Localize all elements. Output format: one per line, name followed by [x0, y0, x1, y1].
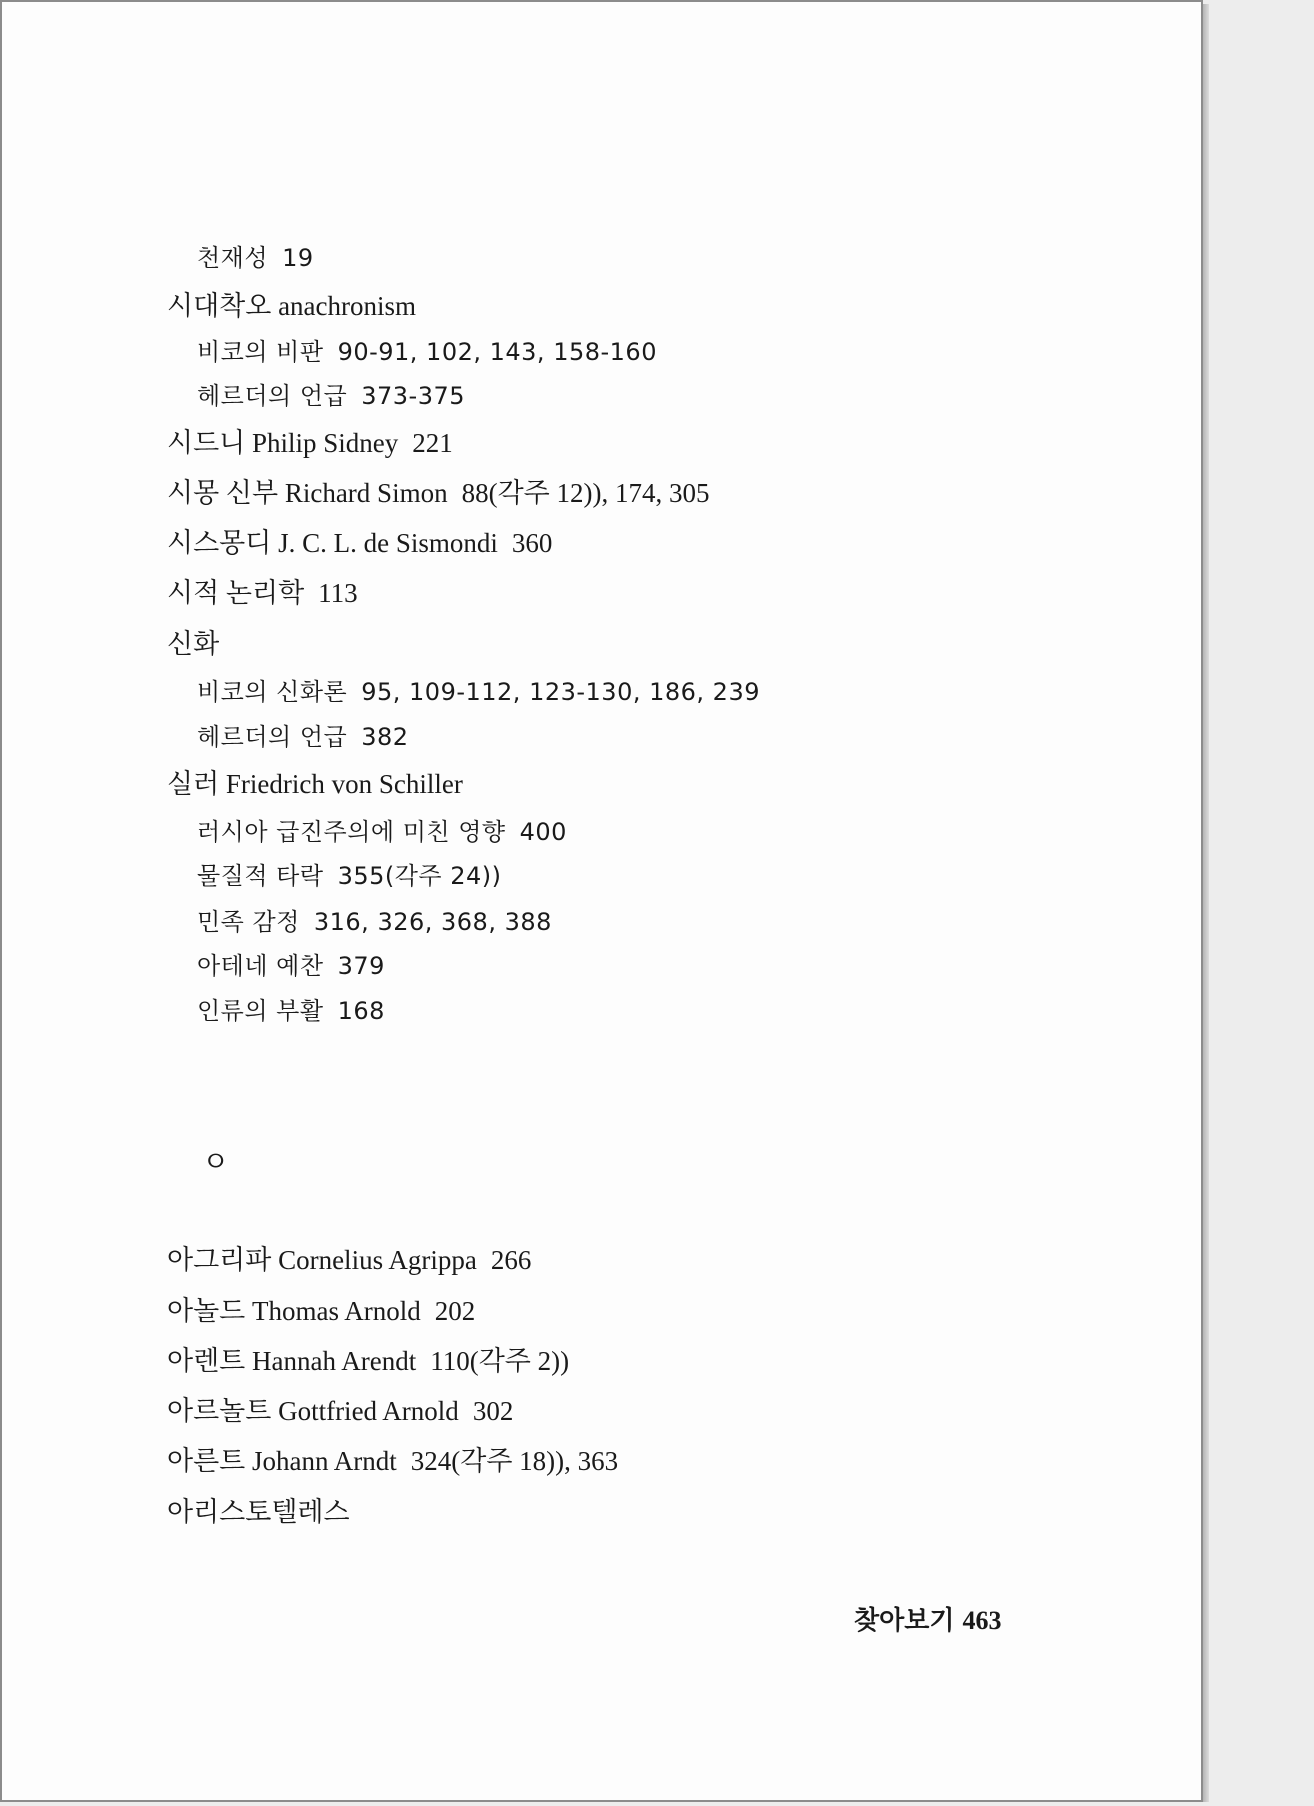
index-term: 아놀드 Thomas Arnold [167, 1296, 421, 1326]
page-number: 463 [962, 1606, 1002, 1635]
index-pages: 360 [511, 528, 553, 558]
index-entry [197, 902, 552, 937]
index-term: 시적 논리학 [167, 578, 305, 608]
index-entry [197, 376, 465, 411]
index-entry [197, 856, 502, 891]
index-pages: 19 [282, 244, 314, 272]
index-entry [197, 946, 385, 981]
index-entry [197, 238, 314, 273]
index-entry [167, 1490, 364, 1529]
index-entry [167, 1238, 531, 1277]
index-term: 인류의 부활 [197, 997, 324, 1025]
index-term: 아른트 Johann Arndt [167, 1446, 397, 1476]
index-pages: 355(각주 24)) [337, 862, 502, 890]
index-term: 물질적 타락 [197, 862, 324, 890]
index-entry [167, 1339, 569, 1378]
index-term: 아르놀트 Gottfried Arnold [167, 1396, 459, 1426]
index-pages: 316, 326, 368, 388 [313, 908, 552, 936]
index-entry [167, 421, 453, 460]
index-pages: 400 [519, 818, 567, 846]
index-entry [167, 284, 430, 323]
index-term: 아테네 예찬 [197, 952, 324, 980]
index-pages: 382 [361, 723, 409, 751]
index-pages: 110(각주 2)) [430, 1346, 570, 1376]
index-pages: 113 [318, 578, 358, 608]
index-pages: 302 [472, 1396, 514, 1426]
index-pages: 90-91, 102, 143, 158-160 [337, 338, 657, 366]
index-entry [167, 622, 233, 661]
index-term: 시스몽디 J. C. L. de Sismondi [167, 528, 498, 558]
index-entry [167, 521, 552, 560]
index-entry [197, 717, 409, 752]
index-term: 비코의 신화론 [197, 678, 348, 706]
index-pages: 324(각주 18)), 363 [410, 1446, 619, 1476]
index-pages: 95, 109-112, 123-130, 186, 239 [361, 678, 760, 706]
index-term: 헤르더의 언급 [197, 382, 348, 410]
index-term: 민족 감정 [197, 908, 300, 936]
index-entry [167, 762, 477, 801]
index-term: 시대착오 anachronism [167, 291, 417, 321]
index-term: 비코의 비판 [197, 338, 324, 366]
index-term: 아렌트 Hannah Arendt [167, 1346, 417, 1376]
index-pages: 168 [337, 997, 385, 1025]
index-term: 헤르더의 언급 [197, 723, 348, 751]
index-term: 실러 Friedrich von Schiller [167, 769, 463, 799]
index-pages: 379 [337, 952, 385, 980]
index-entry [197, 812, 567, 847]
index-pages: 202 [434, 1296, 476, 1326]
index-term: 신화 [167, 629, 220, 659]
index-entry [167, 1389, 513, 1428]
index-pages: 88(각주 12)), 174, 305 [461, 478, 710, 508]
page-footer [854, 1600, 1001, 1637]
index-term: 러시아 급진주의에 미친 영향 [197, 818, 506, 846]
index-entry [167, 1439, 618, 1478]
index-entry [167, 1289, 475, 1328]
page-edge-shadow [1203, 4, 1209, 1802]
index-entry [167, 471, 709, 510]
index-term: 아그리파 Cornelius Agrippa [167, 1245, 477, 1275]
index-term: 천재성 [197, 244, 269, 272]
index-pages: 221 [412, 428, 453, 458]
section-heading-letter: ㅇ [202, 1145, 230, 1178]
index-entry [197, 332, 657, 367]
index-pages: 373-375 [361, 382, 466, 410]
footer-label: 찾아보기 [854, 1606, 955, 1635]
index-term: 시몽 신부 Richard Simon [167, 478, 448, 508]
index-entry [197, 991, 385, 1026]
index-pages: 266 [490, 1245, 532, 1275]
index-entry [197, 672, 760, 707]
index-entry [167, 571, 358, 610]
index-term: 시드니 Philip Sidney [167, 428, 399, 458]
index-term: 아리스토텔레스 [167, 1497, 350, 1527]
